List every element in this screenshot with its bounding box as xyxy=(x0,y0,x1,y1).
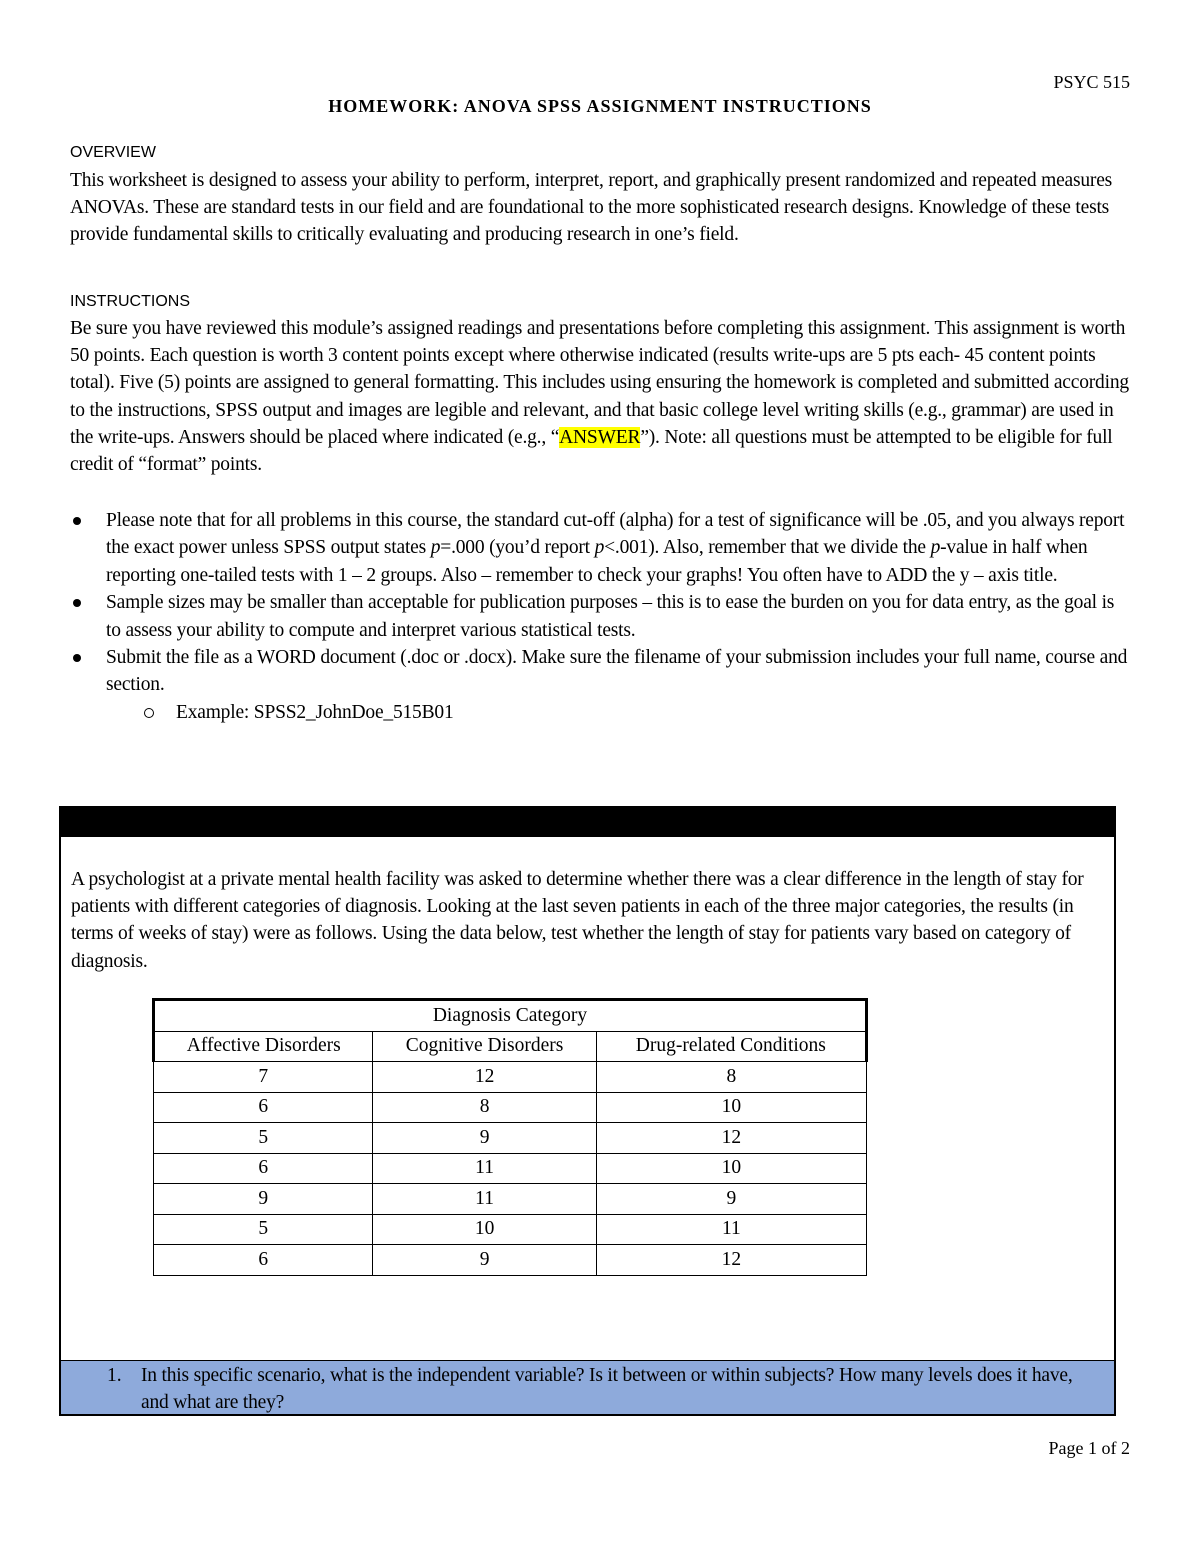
answer-highlight: ANSWER xyxy=(559,426,641,448)
table-cell: 10 xyxy=(596,1153,866,1184)
scenario-paragraph: A psychologist at a private mental health facility was asked to determine whether there was a clear difference in the length of stay for patients with different categories of diagnosis. Looking at the last seven patients in each of the three major categories, the results (in terms of weeks of stay) were as follows. Using the data below, test whether the length of stay for patients vary based on category of diagnosis. xyxy=(71,869,1084,972)
table-cell: 5 xyxy=(154,1214,373,1245)
bullet-icon xyxy=(73,654,81,662)
table-cell: 5 xyxy=(154,1123,373,1154)
table-row xyxy=(154,1062,867,1093)
overview-paragraph: This worksheet is designed to assess your ability to perform, interpret, report, and graphically present randomized and repeated measures ANOVAs. These are standard tests in our field and are foundational to the more sophisticated research designs. Knowledge of these tests provide fundamental skills to critically evaluating and producing research in one’s field. xyxy=(70,170,1113,246)
column-header: Cognitive Disorders xyxy=(373,1031,596,1062)
problem-header-bar xyxy=(61,808,1114,837)
table-cell: 6 xyxy=(154,1153,373,1184)
table-row xyxy=(154,1214,867,1245)
instructions-paragraph xyxy=(70,315,1132,478)
table-cell: 8 xyxy=(373,1092,596,1123)
table-row xyxy=(154,1123,867,1154)
instructions-text-start: Be sure you have reviewed this module’s assigned readings and presentations before completing this assignment. This assignment is worth 50 points. Each question is worth 3 content points except where otherwise indicated (results write-ups are 5 pts each- 45 content points total). Five (5) points are assigned to general formatting. This includes using ensuring the homework is completed and submitted according to the instructions, SPSS output and images are legible and relevant, and that basic college level writing skills (e.g., grammar) are used in the write-ups. Answers should be placed where indicated (e.g., “ xyxy=(70,318,1129,448)
table-cell: 9 xyxy=(373,1245,596,1276)
table-cell: 12 xyxy=(596,1245,866,1276)
table-cell: 9 xyxy=(373,1123,596,1154)
table-cell: 7 xyxy=(154,1062,373,1093)
table-caption: Diagnosis Category xyxy=(154,1000,867,1032)
table-cell: 9 xyxy=(154,1184,373,1215)
table-cell: 11 xyxy=(596,1214,866,1245)
page-number: Page 1 of 2 xyxy=(1048,1438,1130,1458)
question-text: In this specific scenario, what is the independent variable? Is it between or within subjects? How many levels does it have, and what are they? xyxy=(141,1365,1073,1413)
table-cell: 8 xyxy=(596,1062,866,1093)
document-title: HOMEWORK: ANOVA SPSS ASSIGNMENT INSTRUCTIONS xyxy=(328,96,872,116)
table-cell: 10 xyxy=(596,1092,866,1123)
instructions-text-end: ”). Note: all questions must be attempted to be eligible for full credit of “format” points. xyxy=(70,426,1113,476)
table-header-row xyxy=(154,1031,867,1062)
table-cell: 10 xyxy=(373,1214,596,1245)
diagnosis-data-table xyxy=(152,998,868,1276)
instructions-bullet-list xyxy=(70,507,1132,726)
bullet-submission-note: Submit the file as a WORD document (.doc or .docx). Make sure the filename of your submission includes your full name, course and section. xyxy=(70,644,1132,699)
overview-heading: OVERVIEW xyxy=(70,144,156,161)
bullet-alpha-note: Please note that for all problems in this course, the standard cut-off (alpha) for a test of significance will be .05, and you always report the exact power unless SPSS output states p=.000 (you’d report p<.001). Also, remember that we divide the p-value in half when reporting one-tailed tests with 1 – 2 groups. Also – remember to check your graphs! You often have to ADD the y – axis title. xyxy=(70,507,1132,589)
table-cell: 9 xyxy=(596,1184,866,1215)
column-header: Drug-related Conditions xyxy=(596,1031,866,1062)
table-row xyxy=(154,1092,867,1123)
problem-box xyxy=(59,806,1116,1416)
instructions-heading: INSTRUCTIONS xyxy=(70,293,190,310)
bullet-icon xyxy=(73,517,81,525)
column-header: Affective Disorders xyxy=(154,1031,373,1062)
table-cell: 11 xyxy=(373,1184,596,1215)
course-code: PSYC 515 xyxy=(1053,72,1130,92)
table-cell: 12 xyxy=(373,1062,596,1093)
bullet-sample-size-note: Sample sizes may be smaller than acceptable for publication purposes – this is to ease the burden on you for data entry, as the goal is to assess your ability to compute and interpret various statistical tests. xyxy=(70,589,1132,644)
question-1-bar xyxy=(61,1360,1114,1414)
bullet-icon xyxy=(73,599,81,607)
table-cell: 12 xyxy=(596,1123,866,1154)
table-row xyxy=(154,1245,867,1276)
table-cell: 6 xyxy=(154,1092,373,1123)
sub-bullet-example: Example: SPSS2_JohnDoe_515B01 xyxy=(70,699,1132,726)
question-number: 1. xyxy=(107,1365,122,1386)
table-cell: 6 xyxy=(154,1245,373,1276)
table-row xyxy=(154,1153,867,1184)
table-cell: 11 xyxy=(373,1153,596,1184)
sub-bullet-icon xyxy=(144,708,154,718)
table-row xyxy=(154,1184,867,1215)
